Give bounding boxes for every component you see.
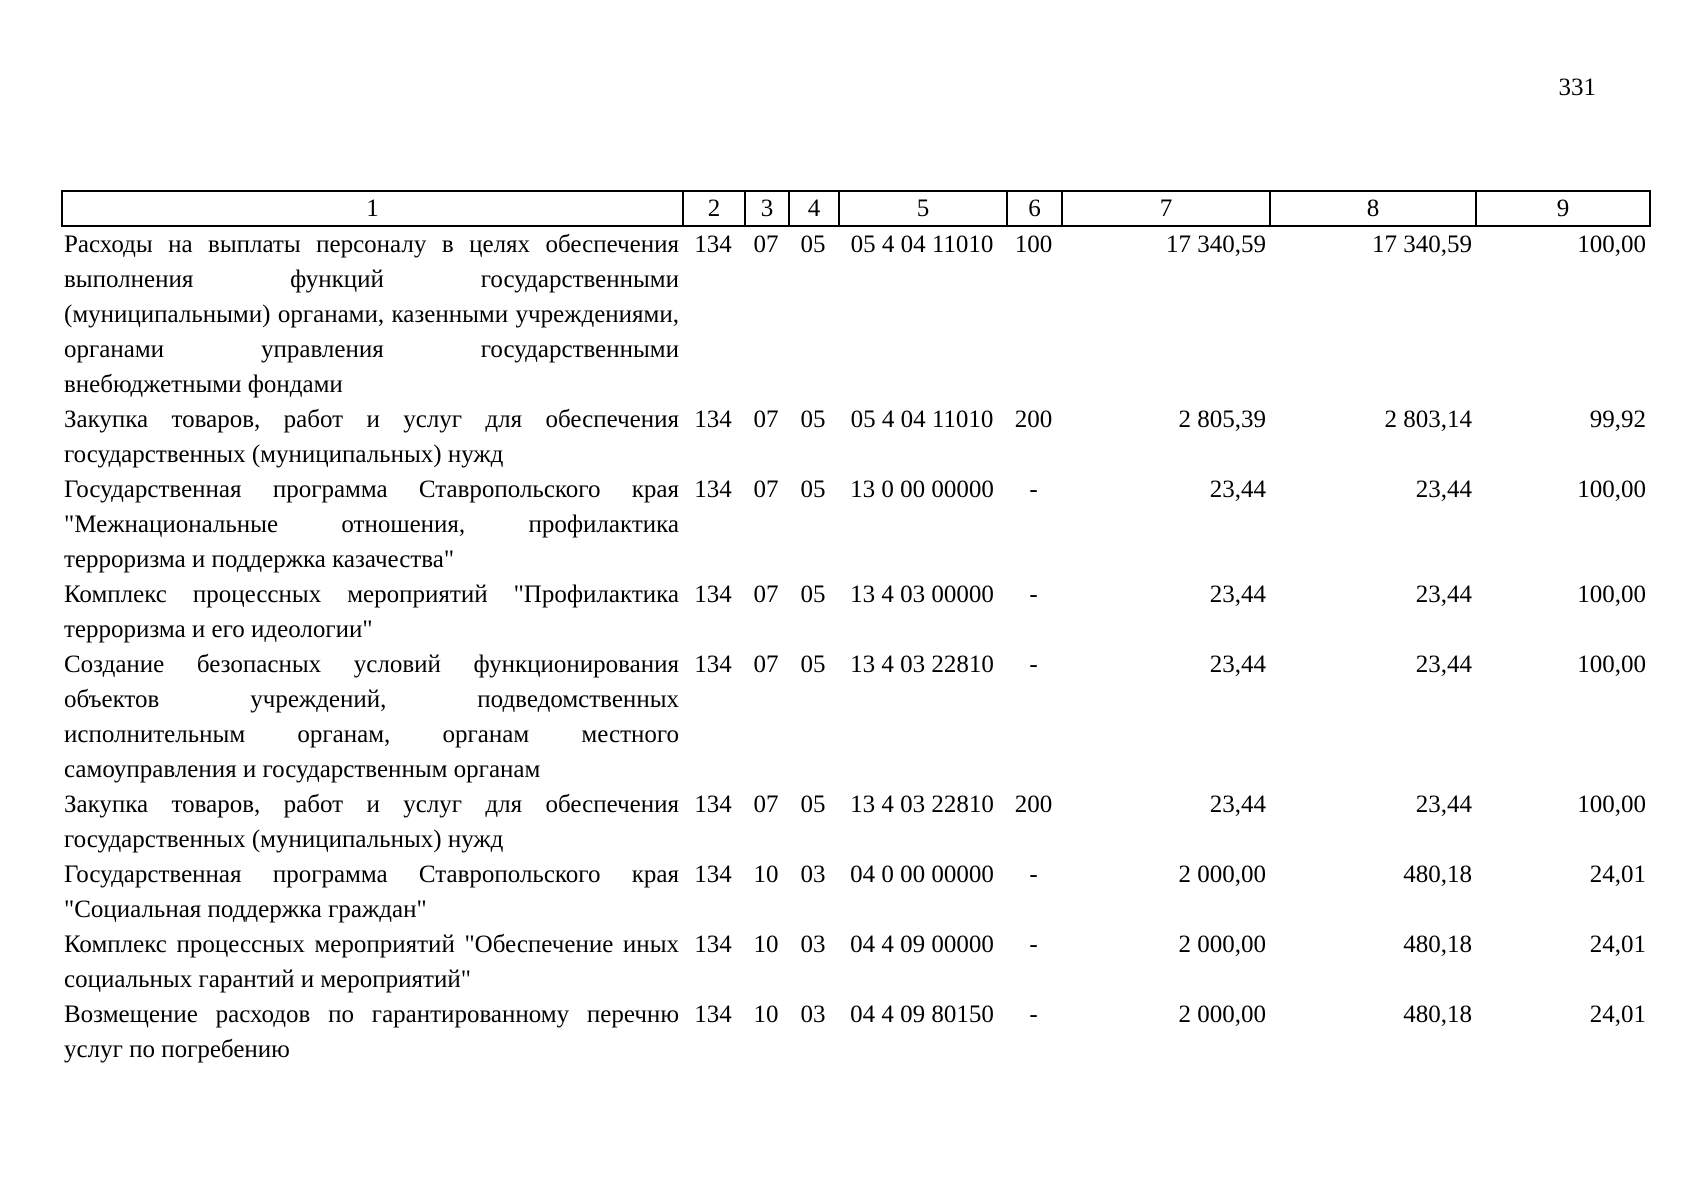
cell-percent: 24,01 <box>1589 1001 1646 1028</box>
cell-expense-type: 200 <box>1014 791 1053 818</box>
cell-expense-type: - <box>1029 581 1038 608</box>
cell-percent: 24,01 <box>1589 931 1646 958</box>
cell-expense-type: 200 <box>1014 406 1053 433</box>
cell-subsection: 05 <box>800 651 826 678</box>
cell-subsection: 05 <box>800 581 826 608</box>
cell-section: 07 <box>753 476 779 503</box>
cell-plan: 17 340,59 <box>1166 231 1266 258</box>
budget-table <box>61 190 1651 1067</box>
cell-section: 10 <box>753 861 779 888</box>
cell-section: 07 <box>753 651 779 678</box>
cell-executed: 480,18 <box>1403 861 1472 888</box>
cell-target-article: 05 4 04 11010 <box>850 231 994 258</box>
column-header: 1 <box>62 191 683 226</box>
cell-executed: 23,44 <box>1415 581 1472 608</box>
column-header: 4 <box>789 191 839 226</box>
row-name: Государственная программа Ставропольского края "Социальная поддержка граждан" <box>64 861 679 923</box>
cell-expense-type: - <box>1029 1001 1038 1028</box>
cell-admin-code: 134 <box>694 231 732 258</box>
cell-executed: 23,44 <box>1415 651 1472 678</box>
cell-plan: 2 000,00 <box>1178 1001 1266 1028</box>
cell-executed: 480,18 <box>1403 1001 1472 1028</box>
cell-executed: 480,18 <box>1403 931 1472 958</box>
table-row <box>62 927 1650 997</box>
cell-target-article: 13 4 03 22810 <box>850 791 994 818</box>
cell-subsection: 03 <box>800 931 826 958</box>
cell-subsection: 05 <box>800 791 826 818</box>
cell-subsection: 05 <box>800 231 826 258</box>
cell-target-article: 04 4 09 00000 <box>850 931 994 958</box>
table-row <box>62 857 1650 927</box>
column-header: 5 <box>839 191 1007 226</box>
column-header: 7 <box>1062 191 1270 226</box>
cell-plan: 2 805,39 <box>1178 406 1266 433</box>
row-name: Расходы на выплаты персоналу в целях обеспечения выполнения функций государственными (муниципальными) органами, казенными учреждениями, органами управления государственными внебюджетными фондами <box>64 231 679 398</box>
cell-executed: 2 803,14 <box>1384 406 1472 433</box>
cell-admin-code: 134 <box>694 931 732 958</box>
cell-expense-type: - <box>1029 931 1038 958</box>
table-row <box>62 226 1650 402</box>
cell-admin-code: 134 <box>694 1001 732 1028</box>
cell-target-article: 04 4 09 80150 <box>850 1001 994 1028</box>
column-header: 6 <box>1007 191 1062 226</box>
row-name: Закупка товаров, работ и услуг для обеспечения государственных (муниципальных) нужд <box>64 406 679 468</box>
cell-executed: 17 340,59 <box>1372 231 1472 258</box>
cell-admin-code: 134 <box>694 406 732 433</box>
row-name: Возмещение расходов по гарантированному перечню услуг по погребению <box>64 1001 679 1063</box>
cell-plan: 23,44 <box>1209 791 1266 818</box>
cell-expense-type: 100 <box>1014 231 1053 258</box>
cell-percent: 24,01 <box>1589 861 1646 888</box>
cell-section: 07 <box>753 406 779 433</box>
cell-subsection: 03 <box>800 861 826 888</box>
column-header: 3 <box>745 191 789 226</box>
cell-plan: 2 000,00 <box>1178 861 1266 888</box>
cell-section: 07 <box>753 581 779 608</box>
cell-target-article: 13 0 00 00000 <box>850 476 994 503</box>
page-number: 331 <box>1558 74 1596 101</box>
cell-percent: 100,00 <box>1577 791 1646 818</box>
header-row <box>62 191 1650 226</box>
cell-percent: 100,00 <box>1577 651 1646 678</box>
row-name: Создание безопасных условий функционирования объектов учреждений, подведомственных исполнительным органам, органам местного самоуправления и государственным органам <box>64 651 679 783</box>
column-header: 9 <box>1476 191 1650 226</box>
cell-percent: 100,00 <box>1577 476 1646 503</box>
cell-section: 07 <box>753 231 779 258</box>
cell-expense-type: - <box>1029 476 1038 503</box>
cell-percent: 100,00 <box>1577 581 1646 608</box>
cell-target-article: 05 4 04 11010 <box>850 406 994 433</box>
cell-subsection: 05 <box>800 476 826 503</box>
cell-target-article: 13 4 03 00000 <box>850 581 994 608</box>
table-row <box>62 787 1650 857</box>
cell-admin-code: 134 <box>694 791 732 818</box>
table-row <box>62 647 1650 787</box>
cell-executed: 23,44 <box>1415 476 1472 503</box>
cell-target-article: 04 0 00 00000 <box>850 861 994 888</box>
cell-admin-code: 134 <box>694 651 732 678</box>
cell-percent: 99,92 <box>1589 406 1646 433</box>
cell-section: 10 <box>753 1001 779 1028</box>
cell-percent: 100,00 <box>1577 231 1646 258</box>
cell-plan: 23,44 <box>1209 651 1266 678</box>
cell-expense-type: - <box>1029 651 1038 678</box>
cell-expense-type: - <box>1029 861 1038 888</box>
table-row <box>62 997 1650 1067</box>
cell-executed: 23,44 <box>1415 791 1472 818</box>
column-header: 8 <box>1270 191 1476 226</box>
table-row <box>62 402 1650 472</box>
cell-target-article: 13 4 03 22810 <box>850 651 994 678</box>
table-row <box>62 472 1650 577</box>
row-name: Государственная программа Ставропольского края "Межнациональные отношения, профилактика терроризма и поддержка казачества" <box>64 476 679 573</box>
cell-admin-code: 134 <box>694 476 732 503</box>
cell-section: 10 <box>753 931 779 958</box>
cell-subsection: 05 <box>800 406 826 433</box>
table-row <box>62 577 1650 647</box>
cell-admin-code: 134 <box>694 861 732 888</box>
row-name: Комплекс процессных мероприятий "Профилактика терроризма и его идеологии" <box>64 581 679 643</box>
cell-section: 07 <box>753 791 779 818</box>
row-name: Комплекс процессных мероприятий "Обеспечение иных социальных гарантий и мероприятий" <box>64 931 679 993</box>
cell-plan: 2 000,00 <box>1178 931 1266 958</box>
cell-admin-code: 134 <box>694 581 732 608</box>
cell-subsection: 03 <box>800 1001 826 1028</box>
cell-plan: 23,44 <box>1209 581 1266 608</box>
column-header: 2 <box>683 191 745 226</box>
cell-plan: 23,44 <box>1209 476 1266 503</box>
row-name: Закупка товаров, работ и услуг для обеспечения государственных (муниципальных) нужд <box>64 791 679 853</box>
